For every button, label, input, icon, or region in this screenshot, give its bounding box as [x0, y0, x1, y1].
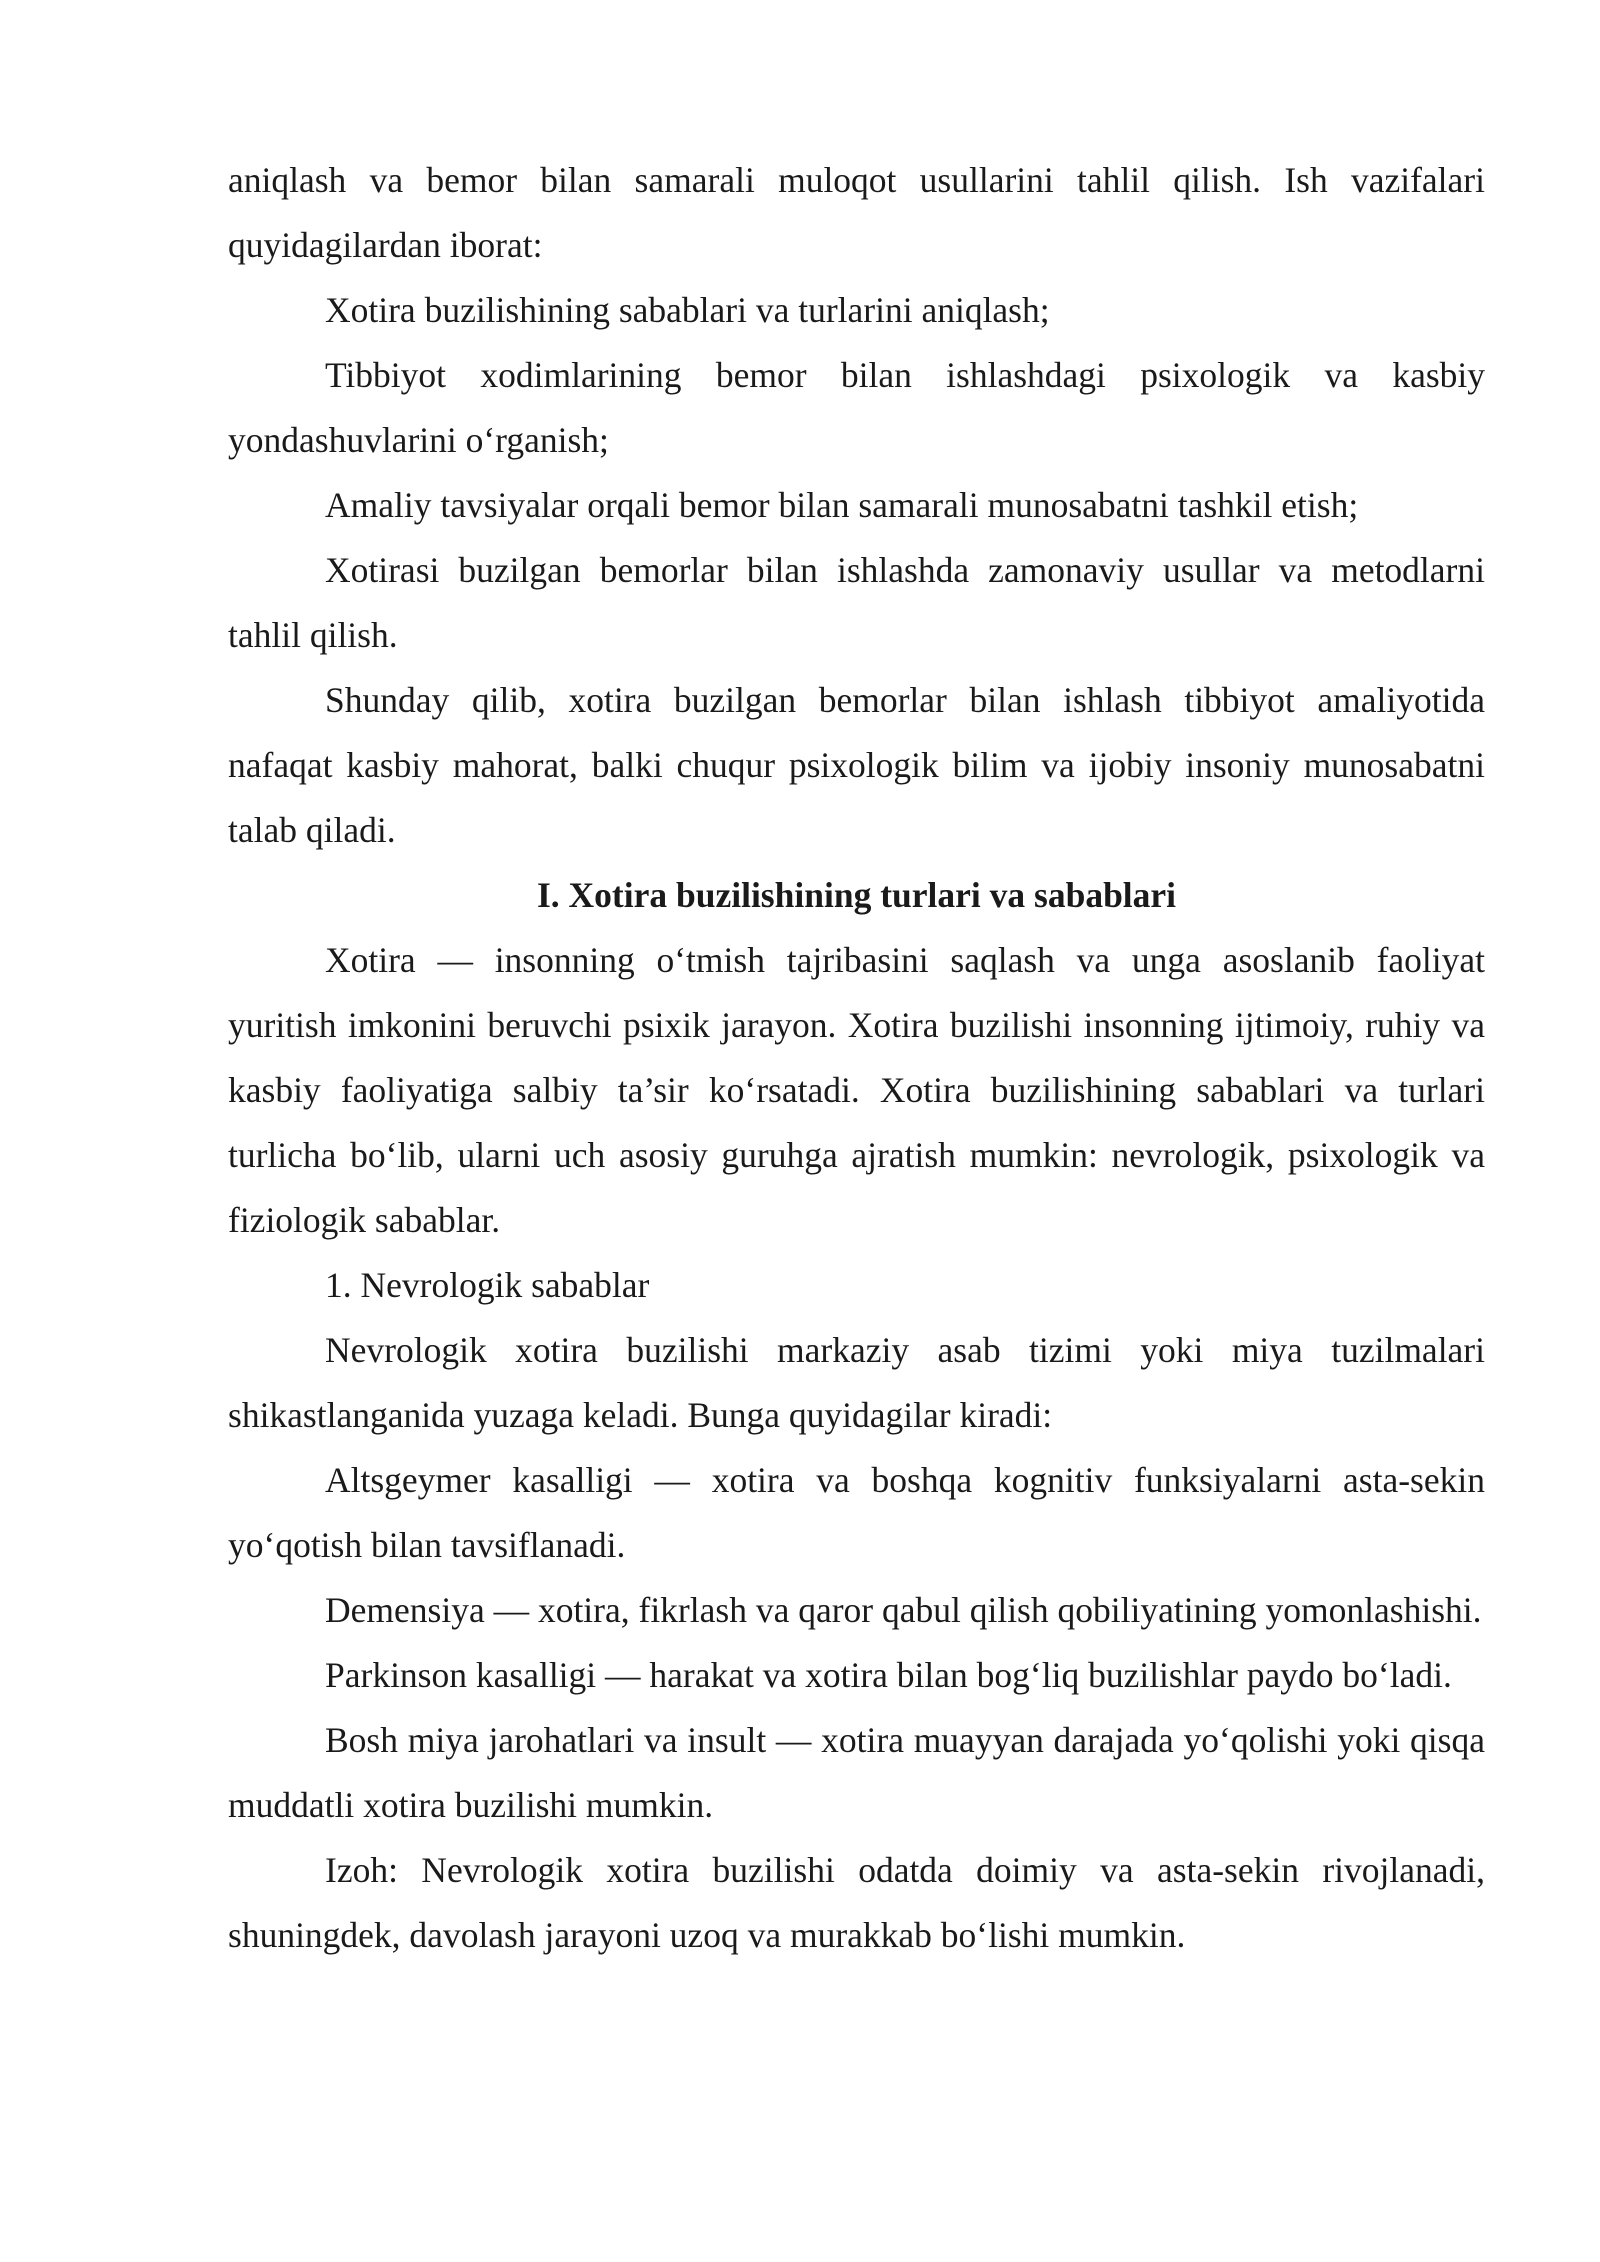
list-item-brain-injury: Bosh miya jarohatlari va insult — xotira muayyan darajada yo‘qolishi yoki qisqa muddatli xotira buzilishi mumkin.	[228, 1720, 1485, 1825]
subheading-neurological: 1. Nevrologik sabablar	[325, 1265, 650, 1305]
list-item-alzheimer: Altsgeymer kasalligi — xotira va boshqa kognitiv funksiyalarni asta-sekin yo‘qotish bilan tavsiflanadi.	[228, 1460, 1485, 1565]
list-item-parkinson: Parkinson kasalligi — harakat va xotira bilan bog‘liq buzilishlar paydo bo‘ladi.	[325, 1655, 1452, 1695]
task-item-1: Xotira buzilishining sabablari va turlarini aniqlash;	[325, 290, 1050, 330]
paragraph-continuation: aniqlash va bemor bilan samarali muloqot usullarini tahlil qilish. Ish vazifalari quyidagilardan iborat:	[228, 160, 1485, 265]
task-item-2: Tibbiyot xodimlarining bemor bilan ishlashdagi psixologik va kasbiy yondashuvlarini o‘rganish;	[228, 355, 1485, 460]
task-item-4: Xotirasi buzilgan bemorlar bilan ishlashda zamonaviy usullar va metodlarni tahlil qilish.	[228, 550, 1485, 655]
neurological-intro: Nevrologik xotira buzilishi markaziy asab tizimi yoki miya tuzilmalari shikastlanganida yuzaga keladi. Bunga quyidagilar kiradi:	[228, 1330, 1485, 1435]
summary-paragraph: Shunday qilib, xotira buzilgan bemorlar bilan ishlash tibbiyot amaliyotida nafaqat kasbiy mahorat, balki chuqur psixologik bilim va ijobiy insoniy munosabatni talab qiladi.	[228, 680, 1485, 850]
definition-paragraph: Xotira — insonning o‘tmish tajribasini saqlash va unga asoslanib faoliyat yuritish imkonini beruvchi psixik jarayon. Xotira buzilishi insonning ijtimoiy, ruhiy va kasbiy faoliyatiga salbiy ta’sir ko‘rsatadi. Xotira buzilishining sabablari va turlari turlicha bo‘lib, ularni uch asosiy guruhga ajratish mumkin: nevrologik, psixologik va fiziologik sabablar.	[228, 940, 1485, 1240]
list-item-dementia: Demensiya — xotira, fikrlash va qaror qabul qilish qobiliyatining yomonlashishi.	[325, 1590, 1482, 1630]
section-heading: I. Xotira buzilishining turlari va sabablari	[536, 875, 1177, 915]
document-body	[228, 148, 1485, 1968]
task-item-3: Amaliy tavsiyalar orqali bemor bilan samarali munosabatni tashkil etish;	[325, 485, 1359, 525]
note-paragraph: Izoh: Nevrologik xotira buzilishi odatda doimiy va asta-sekin rivojlanadi, shuningdek, davolash jarayoni uzoq va murakkab bo‘lishi mumkin.	[228, 1850, 1485, 1955]
